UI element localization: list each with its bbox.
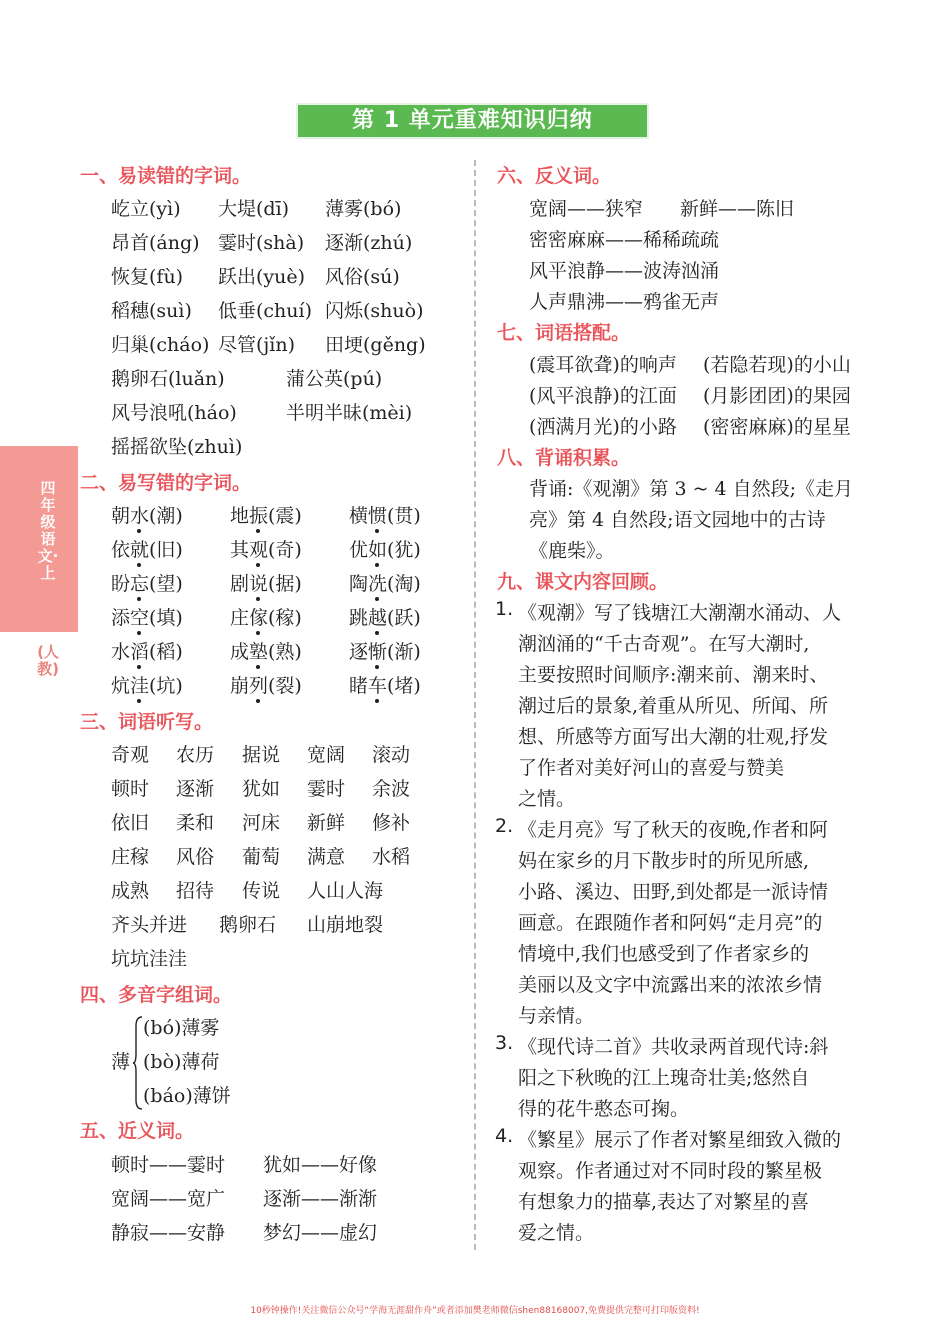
word-item: 犹如 bbox=[242, 778, 281, 800]
footer-note: 10秒钟操作!关注微信公众号“学海无涯甜作舟”或者添加樊老师微信shen88168007,免费提供完整可打印版资料! bbox=[250, 1306, 700, 1316]
word-item: 屹立(yì) bbox=[111, 198, 181, 220]
word-item: 余波 bbox=[372, 778, 411, 800]
text-line: 想、所感等方面写出大潮的壮观,抒发 bbox=[518, 726, 829, 748]
word-item: 成熟 bbox=[111, 880, 150, 902]
word-item: 据说 bbox=[242, 744, 281, 766]
word-item: 崩列(裂) bbox=[230, 675, 302, 697]
text-line: 爱之情。 bbox=[518, 1222, 595, 1244]
word-item: 炕洼(坑) bbox=[111, 675, 183, 697]
word-item: 修补 bbox=[372, 812, 411, 834]
section-heading-2: 二、易写错的字词。 bbox=[80, 472, 252, 494]
word-item: 剧说(据) bbox=[230, 573, 302, 595]
word-item: 逐渐(zhú) bbox=[325, 232, 413, 254]
text-line: 画意。在跟随作者和阿妈“走月亮”的 bbox=[518, 912, 823, 934]
word-item: 柔和 bbox=[176, 812, 215, 834]
text-line: 《走月亮》写了秋天的夜晚,作者和阿 bbox=[518, 819, 829, 841]
collocation: (洒满月光)的小路 bbox=[529, 416, 677, 438]
emphasis-dot bbox=[137, 597, 141, 601]
text-line: 得的花牛憨态可掬。 bbox=[518, 1098, 690, 1120]
word-pair: 宽阔——狭窄 bbox=[529, 198, 644, 220]
word-item: 逐惭(渐) bbox=[349, 641, 421, 663]
text-line: 《现代诗二首》共收录两首现代诗:斜 bbox=[518, 1036, 829, 1058]
section-heading-8: 八、背诵积累。 bbox=[497, 447, 631, 469]
word-pair: 静寂——安静 bbox=[111, 1222, 226, 1244]
word-item: 农历 bbox=[176, 744, 215, 766]
word-item: 鹅卵石 bbox=[219, 914, 277, 936]
word-item: 顿时 bbox=[111, 778, 150, 800]
word-item: 其观(奇) bbox=[230, 539, 302, 561]
word-item: 水稻 bbox=[372, 846, 411, 868]
text-line: 《观潮》写了钱塘江大潮潮水涌动、人 bbox=[518, 602, 842, 624]
word-item: 半明半昧(mèi) bbox=[286, 402, 413, 424]
word-item: 盼忘(望) bbox=[111, 573, 183, 595]
page-title: 第 1 单元重难知识归纳 bbox=[296, 103, 649, 139]
emphasis-dot bbox=[375, 665, 379, 669]
collocation: (月影团团)的果园 bbox=[703, 385, 851, 407]
word-item: 齐头并进 bbox=[111, 914, 188, 936]
polyphone-item: (bó)薄雾 bbox=[143, 1017, 220, 1039]
emphasis-dot bbox=[375, 699, 379, 703]
text-line: 《繁星》展示了作者对繁星细致入微的 bbox=[518, 1129, 842, 1151]
word-item: 风俗(sú) bbox=[325, 266, 400, 288]
word-item: 稻穗(suì) bbox=[111, 300, 192, 322]
word-item: 庄傢(稼) bbox=[230, 607, 302, 629]
section-heading-4: 四、多音字组词。 bbox=[80, 984, 233, 1006]
word-item: 蒲公英(pú) bbox=[286, 368, 383, 390]
word-pair: 逐渐——渐渐 bbox=[263, 1188, 378, 1210]
side-tab-label: 四年级语文·上 bbox=[37, 479, 59, 582]
emphasis-dot bbox=[137, 665, 141, 669]
word-item: 霎时 bbox=[307, 778, 346, 800]
text-line: 小路、溪边、田野,到处都是一派诗情 bbox=[518, 881, 829, 903]
word-pair: 顿时——霎时 bbox=[111, 1154, 226, 1176]
polyphone-item: (bò)薄荷 bbox=[143, 1051, 220, 1073]
section-heading-1: 一、易读错的字词。 bbox=[80, 165, 252, 187]
emphasis-dot bbox=[375, 563, 379, 567]
word-item: 宽阔 bbox=[307, 744, 346, 766]
word-item: 横惯(贯) bbox=[349, 505, 421, 527]
word-item: 传说 bbox=[242, 880, 281, 902]
word-pair: 风平浪静——波涛汹涌 bbox=[529, 260, 720, 282]
emphasis-dot bbox=[137, 563, 141, 567]
section-heading-5: 五、近义词。 bbox=[80, 1120, 195, 1142]
word-item: 霎时(shà) bbox=[218, 232, 305, 254]
word-item: 低垂(chuí) bbox=[218, 300, 313, 322]
word-item: 依旧 bbox=[111, 812, 150, 834]
section-heading-6: 六、反义词。 bbox=[497, 165, 612, 187]
word-item: 河床 bbox=[242, 812, 281, 834]
text-line: 妈在家乡的月下散步时的所见所感, bbox=[518, 850, 810, 872]
word-item: 跳越(跃) bbox=[349, 607, 421, 629]
item-number: 4. bbox=[495, 1125, 514, 1147]
section-heading-7: 七、词语搭配。 bbox=[497, 322, 631, 344]
word-pair: 密密麻麻——稀稀疏疏 bbox=[529, 229, 720, 251]
word-item: 山崩地裂 bbox=[307, 914, 384, 936]
emphasis-dot bbox=[137, 529, 141, 533]
column-divider bbox=[474, 160, 476, 1250]
word-item: 鹅卵石(luǎn) bbox=[111, 368, 225, 390]
text-line: 《鹿柴》。 bbox=[529, 540, 615, 562]
collocation: (若隐若现)的小山 bbox=[703, 354, 851, 376]
text-line: 主要按照时间顺序:潮来前、潮来时、 bbox=[518, 664, 829, 686]
word-item: 满意 bbox=[307, 846, 346, 868]
brace-icon bbox=[133, 1016, 143, 1110]
word-item: 薄雾(bó) bbox=[325, 198, 402, 220]
word-pair: 人声鼎沸——鸦雀无声 bbox=[529, 291, 720, 313]
word-pair: 梦幻——虚幻 bbox=[263, 1222, 378, 1244]
word-item: 水滔(稻) bbox=[111, 641, 183, 663]
word-item: 摇摇欲坠(zhuì) bbox=[111, 436, 243, 458]
word-item: 田埂(gěng) bbox=[325, 334, 426, 356]
polyphone-char: 薄 bbox=[111, 1051, 131, 1073]
collocation: (震耳欲聋)的响声 bbox=[529, 354, 677, 376]
word-item: 睹车(堵) bbox=[349, 675, 421, 697]
text-line: 背诵:《观潮》第 3 ~ 4 自然段;《走月 bbox=[529, 478, 854, 500]
polyphone-item: (báo)薄饼 bbox=[143, 1085, 231, 1107]
word-item: 闪烁(shuò) bbox=[325, 300, 424, 322]
word-pair: 新鲜——陈旧 bbox=[680, 198, 795, 220]
item-number: 1. bbox=[495, 598, 514, 620]
word-item: 逐渐 bbox=[176, 778, 215, 800]
emphasis-dot bbox=[375, 529, 379, 533]
word-pair: 犹如——好像 bbox=[263, 1154, 378, 1176]
emphasis-dot bbox=[256, 665, 260, 669]
word-item: 依就(旧) bbox=[111, 539, 183, 561]
word-item: 人山人海 bbox=[307, 880, 384, 902]
emphasis-dot bbox=[137, 699, 141, 703]
edition-label: (人教) bbox=[37, 643, 59, 678]
text-line: 了作者对美好河山的喜爱与赞美 bbox=[518, 757, 785, 779]
word-item: 滚动 bbox=[372, 744, 411, 766]
collocation: (风平浪静)的江面 bbox=[529, 385, 677, 407]
word-item: 大堤(dī) bbox=[218, 198, 290, 220]
collocation: (密密麻麻)的星星 bbox=[703, 416, 851, 438]
emphasis-dot bbox=[137, 631, 141, 635]
text-line: 与亲情。 bbox=[518, 1005, 595, 1027]
text-line: 潮过后的景象,着重从所见、所闻、所 bbox=[518, 695, 829, 717]
word-item: 坑坑洼洼 bbox=[111, 948, 188, 970]
word-item: 陶冼(淘) bbox=[349, 573, 421, 595]
word-item: 风俗 bbox=[176, 846, 215, 868]
word-item: 尽管(jǐn) bbox=[218, 334, 296, 356]
text-line: 情境中,我们也感受到了作者家乡的 bbox=[518, 943, 810, 965]
emphasis-dot bbox=[256, 699, 260, 703]
word-item: 优如(犹) bbox=[349, 539, 421, 561]
text-line: 观察。作者通过对不同时段的繁星极 bbox=[518, 1160, 823, 1182]
word-item: 招待 bbox=[176, 880, 215, 902]
word-item: 奇观 bbox=[111, 744, 150, 766]
word-item: 地振(震) bbox=[230, 505, 302, 527]
emphasis-dot bbox=[256, 563, 260, 567]
section-heading-9: 九、课文内容回顾。 bbox=[497, 571, 669, 593]
word-item: 朝水(潮) bbox=[111, 505, 183, 527]
item-number: 3. bbox=[495, 1032, 514, 1054]
word-item: 添空(填) bbox=[111, 607, 183, 629]
word-item: 成塾(熟) bbox=[230, 641, 302, 663]
text-line: 亮》第 4 自然段;语文园地中的古诗 bbox=[529, 509, 826, 531]
word-item: 跃出(yuè) bbox=[218, 266, 306, 288]
text-line: 有想象力的描摹,表达了对繁星的喜 bbox=[518, 1191, 810, 1213]
word-item: 新鲜 bbox=[307, 812, 346, 834]
emphasis-dot bbox=[375, 631, 379, 635]
emphasis-dot bbox=[375, 597, 379, 601]
word-item: 风号浪吼(háo) bbox=[111, 402, 237, 424]
text-line: 之情。 bbox=[518, 788, 576, 810]
emphasis-dot bbox=[256, 631, 260, 635]
emphasis-dot bbox=[256, 597, 260, 601]
text-line: 美丽以及文字中流露出来的浓浓乡情 bbox=[518, 974, 823, 996]
word-item: 昂首(áng) bbox=[111, 232, 200, 254]
word-item: 葡萄 bbox=[242, 846, 281, 868]
text-line: 潮汹涌的“千古奇观”。在写大潮时, bbox=[518, 633, 810, 655]
text-line: 阳之下秋晚的江上瑰奇壮美;悠然自 bbox=[518, 1067, 810, 1089]
section-heading-3: 三、词语听写。 bbox=[80, 711, 214, 733]
word-item: 恢复(fù) bbox=[111, 266, 184, 288]
item-number: 2. bbox=[495, 815, 514, 837]
word-item: 庄稼 bbox=[111, 846, 150, 868]
emphasis-dot bbox=[256, 529, 260, 533]
word-item: 归巢(cháo) bbox=[111, 334, 210, 356]
word-pair: 宽阔——宽广 bbox=[111, 1188, 226, 1210]
